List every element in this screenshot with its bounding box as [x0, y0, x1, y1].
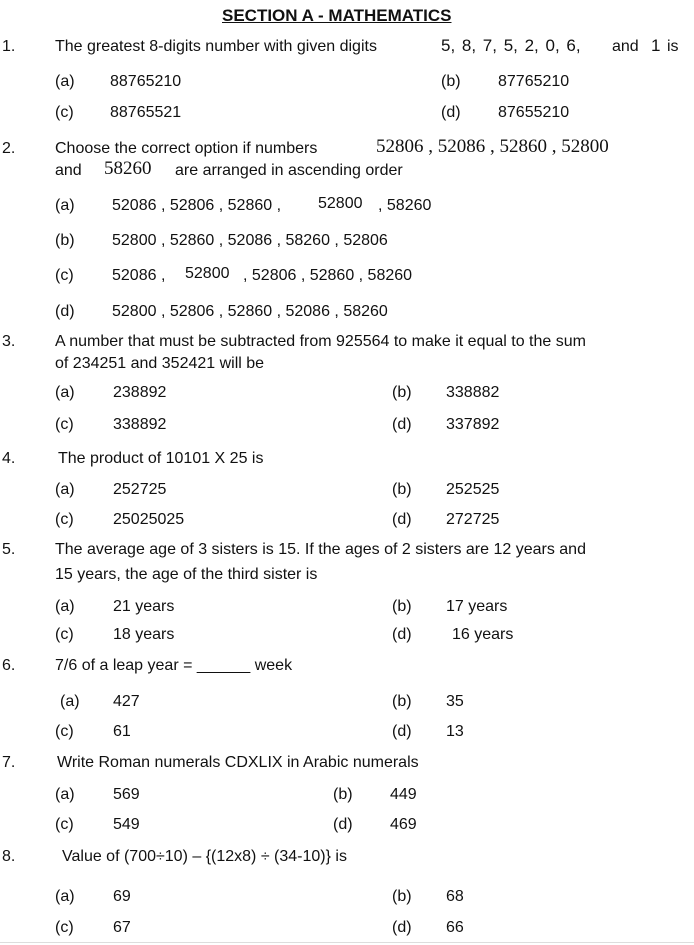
option-label-b: (b) [392, 384, 412, 401]
option-b[interactable]: 449 [390, 786, 417, 803]
option-label-a: (a) [55, 786, 75, 803]
option-label-a: (a) [55, 384, 75, 401]
option-label-b: (b) [55, 232, 75, 249]
option-b[interactable]: 338882 [446, 384, 500, 401]
option-label-a: (a) [55, 197, 75, 214]
question-number: 2. [2, 140, 16, 157]
option-d[interactable]: 13 [446, 723, 464, 740]
option-label-b: (b) [392, 598, 412, 615]
option-c[interactable]: 338892 [113, 416, 167, 433]
option-label-c: (c) [55, 723, 74, 740]
question-number: 5. [2, 541, 16, 558]
question-number: 6. [2, 657, 16, 674]
option-c[interactable]: 549 [113, 816, 140, 833]
question-number: 4. [2, 450, 16, 467]
option-label-d: (d) [55, 303, 75, 320]
option-d[interactable]: 16 years [452, 626, 514, 643]
question-text-line2: 15 years, the age of the third sister is [55, 566, 318, 583]
question-text-and: and [612, 38, 639, 55]
question-text: Write Roman numerals CDXLIX in Arabic numerals [57, 754, 419, 771]
option-a[interactable]: 238892 [113, 384, 167, 401]
question-number: 7. [2, 754, 16, 771]
option-label-d: (d) [392, 416, 412, 433]
option-a[interactable]: 569 [113, 786, 140, 803]
option-a[interactable]: 69 [113, 888, 131, 905]
option-d[interactable]: 66 [446, 919, 464, 936]
option-label-d: (d) [333, 816, 353, 833]
option-b[interactable]: 68 [446, 888, 464, 905]
option-label-c: (c) [55, 816, 74, 833]
option-label-c: (c) [55, 626, 74, 643]
option-d[interactable]: 87655210 [498, 104, 570, 121]
option-label-b: (b) [392, 481, 412, 498]
question-text-is: is [667, 38, 679, 55]
option-a-part3[interactable]: , 58260 [378, 197, 432, 214]
option-label-b: (b) [333, 786, 353, 803]
option-a[interactable]: 252725 [113, 481, 167, 498]
question-text-line2: of 234251 and 352421 will be [55, 355, 265, 372]
option-b[interactable]: 17 years [446, 598, 508, 615]
question-text-line1: Choose the correct option if numbers [55, 140, 318, 157]
question-text-line2: are arranged in ascending order [175, 162, 403, 179]
option-a[interactable]: 427 [113, 693, 140, 710]
question-number: 8. [2, 848, 16, 865]
option-a-part1[interactable]: 52086 , 52806 , 52860 , [112, 197, 282, 214]
question-number: 1. [2, 38, 16, 55]
option-label-c: (c) [55, 416, 74, 433]
option-label-d: (d) [441, 104, 461, 121]
question-digit-last: 1 [651, 36, 661, 55]
question-numbers: 52806 , 52086 , 52860 , 52800 [376, 136, 609, 157]
option-a-part2[interactable]: 52800 [318, 195, 363, 212]
option-c[interactable]: 18 years [113, 626, 175, 643]
option-label-b: (b) [441, 73, 461, 90]
option-label-a: (a) [55, 481, 75, 498]
option-b[interactable]: 35 [446, 693, 464, 710]
option-a[interactable]: 88765210 [110, 73, 182, 90]
option-b[interactable]: 87765210 [498, 73, 570, 90]
option-label-c: (c) [55, 919, 74, 936]
question-text: The product of 10101 X 25 is [58, 450, 264, 467]
option-d[interactable]: 272725 [446, 511, 500, 528]
question-text: The greatest 8-digits number with given digits [55, 38, 377, 55]
option-c[interactable]: 67 [113, 919, 131, 936]
option-label-c: (c) [55, 104, 74, 121]
section-title: SECTION A - MATHEMATICS [222, 6, 452, 25]
question-digits: 5, 8, 7, 5, 2, 0, 6, [441, 36, 581, 55]
question-text: 7/6 of a leap year = ______ week [55, 657, 293, 674]
option-label-b: (b) [392, 888, 412, 905]
option-label-d: (d) [392, 511, 412, 528]
option-label-a: (a) [55, 888, 75, 905]
option-label-a: (a) [60, 693, 80, 710]
option-c[interactable]: 61 [113, 723, 131, 740]
option-c[interactable]: 25025025 [113, 511, 185, 528]
question-number: 3. [2, 333, 16, 350]
option-c-part3[interactable]: , 52806 , 52860 , 58260 [243, 267, 413, 284]
question-text-and: and [55, 162, 82, 179]
option-label-a: (a) [55, 598, 75, 615]
option-c-part1[interactable]: 52086 , [112, 267, 166, 284]
option-d[interactable]: 52800 , 52806 , 52860 , 52086 , 58260 [112, 303, 388, 320]
option-label-c: (c) [55, 511, 74, 528]
option-d[interactable]: 337892 [446, 416, 500, 433]
option-label-d: (d) [392, 723, 412, 740]
question-text: Value of (700÷10) – {(12x8) ÷ (34-10)} is [62, 848, 347, 865]
option-label-a: (a) [55, 73, 75, 90]
option-a[interactable]: 21 years [113, 598, 175, 615]
option-label-c: (c) [55, 267, 74, 284]
option-b[interactable]: 252525 [446, 481, 500, 498]
option-label-d: (d) [392, 626, 412, 643]
question-text-line1: A number that must be subtracted from 925564 to make it equal to the sum [55, 333, 586, 350]
option-d[interactable]: 469 [390, 816, 417, 833]
question-number-last: 58260 [104, 158, 152, 179]
question-text-line1: The average age of 3 sisters is 15. If the ages of 2 sisters are 12 years and [55, 541, 586, 558]
option-c-part2[interactable]: 52800 [185, 265, 230, 282]
option-label-b: (b) [392, 693, 412, 710]
option-label-d: (d) [392, 919, 412, 936]
option-b[interactable]: 52800 , 52860 , 52086 , 58260 , 52806 [112, 232, 388, 249]
page-bottom-edge [0, 942, 694, 943]
option-c[interactable]: 88765521 [110, 104, 182, 121]
